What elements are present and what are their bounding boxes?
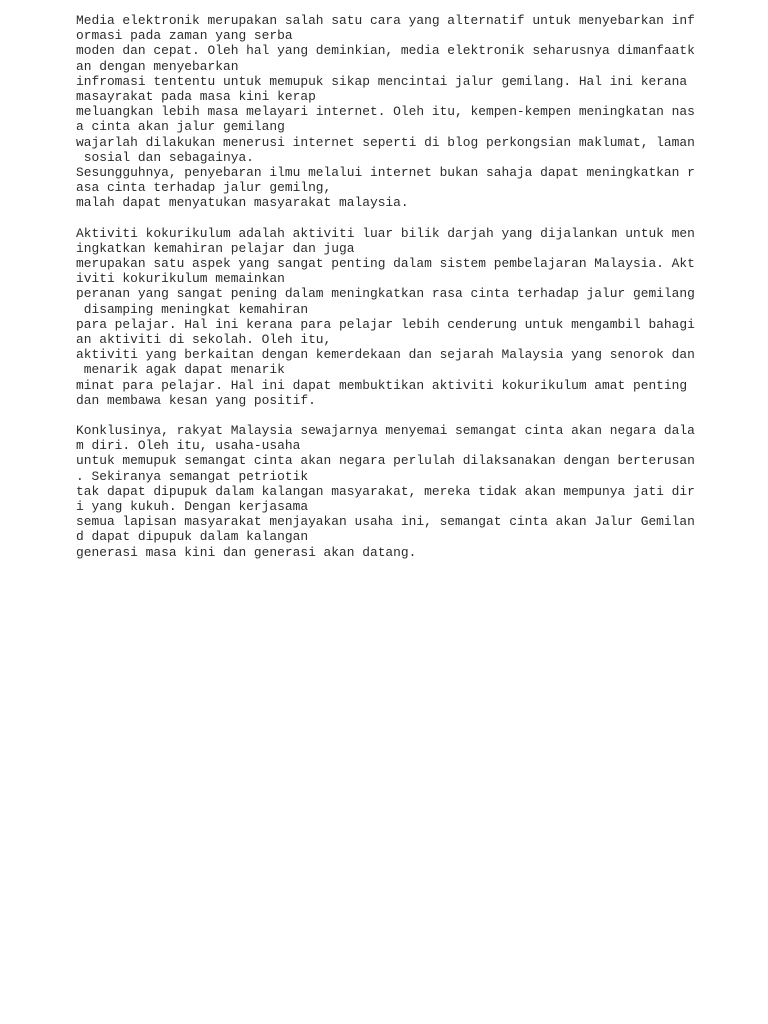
text-line: masayrakat pada masa kini kerap	[76, 88, 316, 104]
document-body	[76, 13, 696, 575]
text-line: para pelajar. Hal ini kerana para pelajar lebih cenderung untuk mengambil bahagi	[76, 316, 695, 332]
text-line: tak dapat dipupuk dalam kalangan masyarakat, mereka tidak akan mempunya jati dir	[76, 483, 695, 499]
text-line: asa cinta terhadap jalur gemilng,	[76, 180, 332, 196]
paragraph-konklusi	[76, 423, 696, 560]
paragraph-media-elektronik	[76, 13, 696, 210]
text-line: an dengan menyebarkan	[76, 58, 239, 74]
text-line: a cinta akan jalur gemilang	[76, 119, 285, 135]
text-line: untuk memupuk semangat cinta akan negara perlulah dilaksanakan dengan berterusan	[76, 453, 695, 469]
text-line: Media elektronik merupakan salah satu cara yang alternatif untuk menyebarkan inf	[76, 13, 695, 28]
paragraph-aktiviti-kokurikulum	[76, 226, 696, 408]
text-line: aktiviti yang berkaitan dengan kemerdekaan dan sejarah Malaysia yang senorok dan	[76, 347, 695, 363]
text-line: ingkatkan kemahiran pelajar dan juga	[76, 240, 355, 256]
text-line: Konklusinya, rakyat Malaysia sewajarnya menyemai semangat cinta akan negara dala	[76, 423, 695, 439]
text-line: Aktiviti kokurikulum adalah aktiviti luar bilik darjah yang dijalankan untuk men	[76, 225, 695, 241]
text-line: disamping meningkat kemahiran	[76, 301, 309, 317]
text-line: meluangkan lebih masa melayari internet. Oleh itu, kempen-kempen meningkatan nas	[76, 104, 695, 120]
text-line: i yang kukuh. Dengan kerjasama	[76, 499, 309, 514]
text-line: iviti kokurikulum memainkan	[76, 271, 285, 287]
text-line: ormasi pada zaman yang serba	[76, 28, 293, 44]
text-line: menarik agak dapat menarik	[76, 362, 285, 378]
text-line: an aktiviti di sekolah. Oleh itu,	[76, 331, 332, 347]
text-line: sosial dan sebagainya.	[76, 149, 254, 165]
text-line: wajarlah dilakukan menerusi internet seperti di blog perkongsian maklumat, laman	[76, 134, 695, 150]
text-line: dan membawa kesan yang positif.	[76, 392, 316, 408]
text-line: moden dan cepat. Oleh hal yang deminkian, media elektronik seharusnya dimanfaatk	[76, 43, 695, 59]
text-line: . Sekiranya semangat petriotik	[76, 468, 309, 484]
text-line: Sesungguhnya, penyebaran ilmu melalui internet bukan sahaja dapat meningkatkan r	[76, 164, 695, 180]
text-line: peranan yang sangat pening dalam meningkatkan rasa cinta terhadap jalur gemilang	[76, 286, 695, 302]
text-line: d dapat dipupuk dalam kalangan	[76, 529, 309, 545]
text-line: m diri. Oleh itu, usaha-usaha	[76, 438, 301, 454]
text-line: semua lapisan masyarakat menjayakan usaha ini, semangat cinta akan Jalur Gemilan	[76, 514, 695, 530]
text-line: merupakan satu aspek yang sangat penting dalam sistem pembelajaran Malaysia. Akt	[76, 256, 695, 271]
text-line: generasi masa kini dan generasi akan datang.	[76, 544, 417, 560]
text-line: minat para pelajar. Hal ini dapat membuktikan aktiviti kokurikulum amat penting	[76, 377, 695, 393]
text-line: infromasi tententu untuk memupuk sikap mencintai jalur gemilang. Hal ini kerana	[76, 73, 695, 89]
text-line: malah dapat menyatukan masyarakat malaysia.	[76, 195, 409, 211]
